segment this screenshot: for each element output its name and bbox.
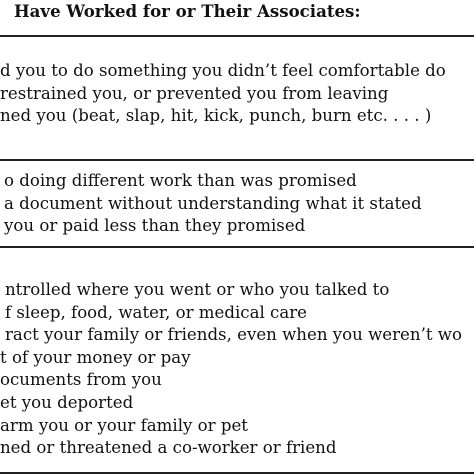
list-item: ned you (beat, slap, hit, kick, punch, burn etc. . . . ) bbox=[0, 106, 432, 126]
list-item: o doing different work than was promised bbox=[4, 171, 357, 190]
list-item: ocuments from you bbox=[0, 370, 162, 390]
list-section bbox=[0, 170, 474, 238]
list-item: a document without understanding what it stated bbox=[4, 193, 422, 213]
divider-rule bbox=[0, 472, 474, 474]
list-item: d you to do something you didn’t feel comfortable do bbox=[0, 61, 446, 80]
list-item: f sleep, food, water, or medical care bbox=[5, 302, 307, 322]
list-item: ned or threatened a co-worker or friend bbox=[0, 438, 337, 458]
table-heading: Have Worked for or Their Associates: bbox=[14, 1, 361, 21]
list-item: t of your money or pay bbox=[0, 347, 191, 367]
list-item: et you deported bbox=[0, 392, 134, 412]
divider-rule bbox=[0, 35, 474, 37]
list-item: restrained you, or prevented you from leaving bbox=[0, 83, 389, 103]
list-section bbox=[0, 60, 474, 128]
list-item: arm you or your family or pet bbox=[0, 415, 248, 435]
list-item: you or paid less than they promised bbox=[4, 216, 306, 236]
divider-rule bbox=[0, 159, 474, 161]
divider-rule bbox=[0, 246, 474, 248]
list-item: ntrolled where you went or who you talked to bbox=[5, 280, 390, 299]
list-item: ract your family or friends, even when you weren’t wo bbox=[5, 325, 462, 345]
list-section bbox=[0, 279, 474, 460]
